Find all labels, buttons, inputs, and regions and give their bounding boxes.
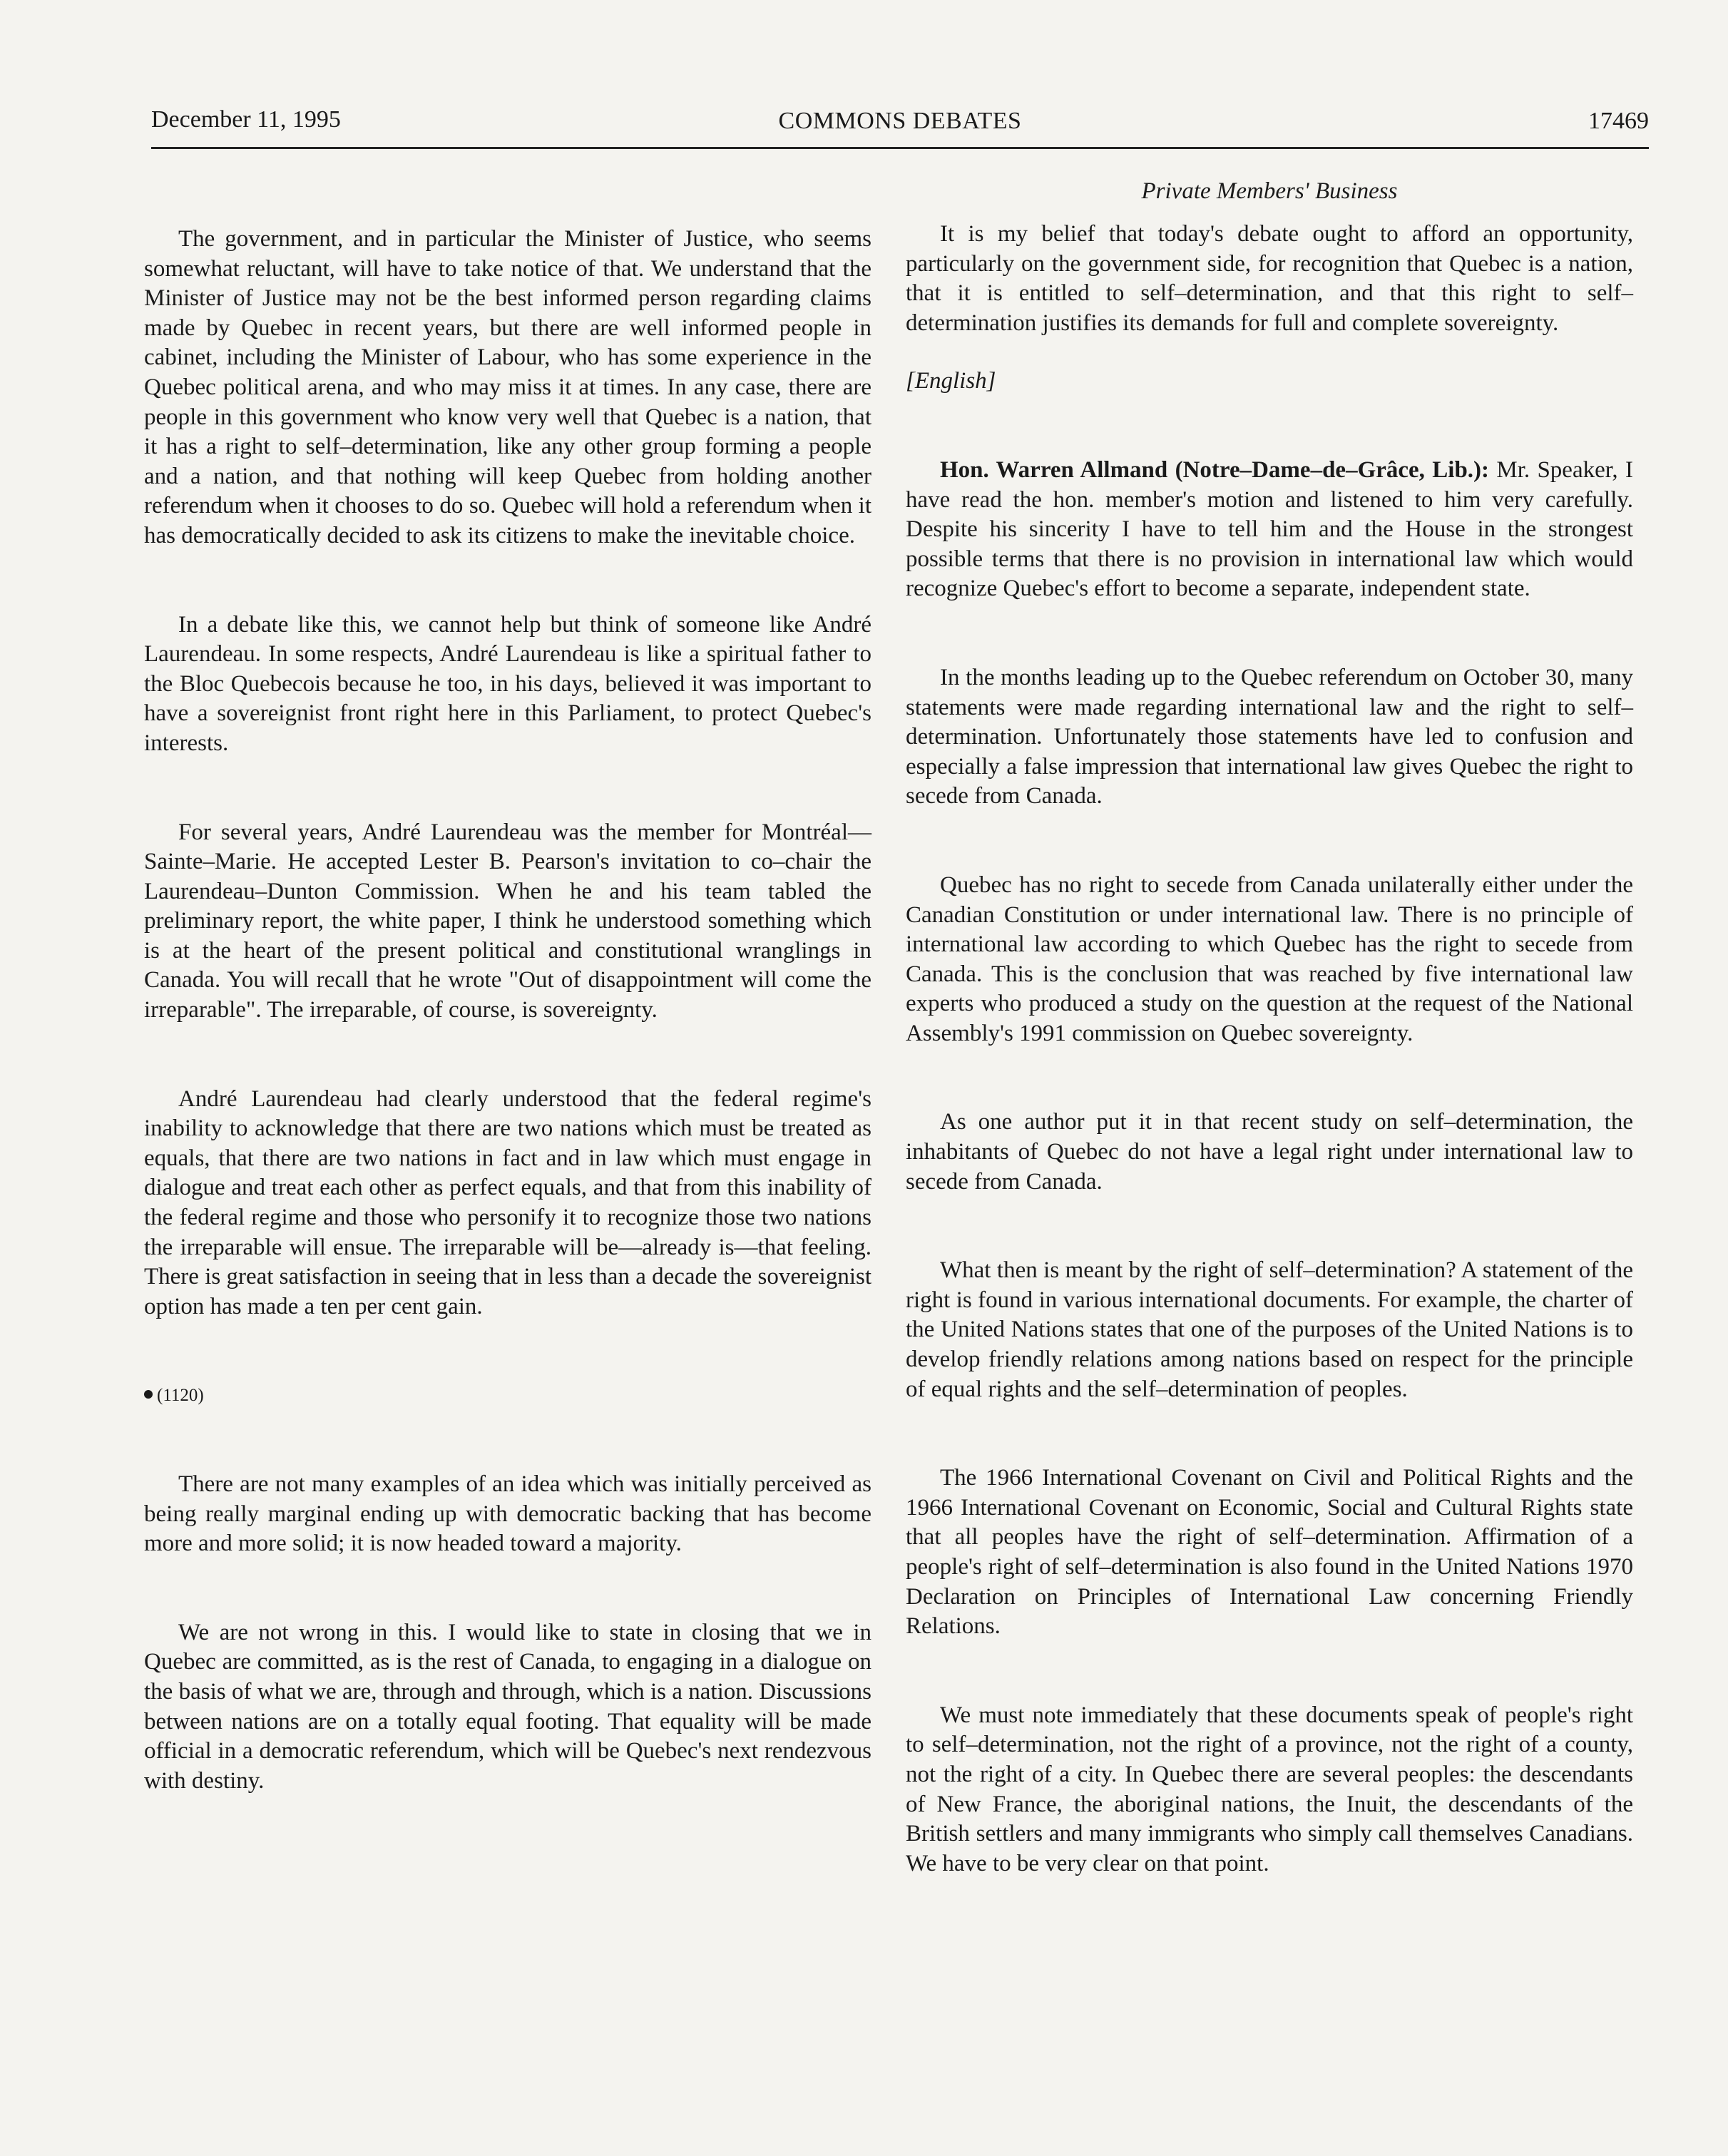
left-column bbox=[144, 225, 871, 1796]
page-header bbox=[151, 98, 1649, 141]
header-date: December 11, 1995 bbox=[151, 106, 341, 133]
header-page-number: 17469 bbox=[1588, 108, 1649, 134]
section-title: Private Members' Business bbox=[1141, 178, 1398, 204]
timestamp-marker bbox=[144, 1381, 871, 1411]
speaker-text: Mr. Speaker, I have read the hon. member's motion and listened to him very carefully. Despite his sincerity I have to tell him and the House in the strongest possible terms that there is no provision in international law which would recognize Quebec's effort to become a separate, independent state. bbox=[906, 456, 1633, 602]
speaker-name: Hon. Warren Allmand (Notre–Dame–de–Grâce, Lib.): bbox=[940, 456, 1490, 483]
right-paragraph-2 bbox=[906, 456, 1633, 604]
right-paragraph-6: What then is meant by the right of self–determination? A statement of the right is found in various international documents. For example, the charter of the United Nations states that one of the purposes of the United Nations is to develop friendly relations among nations based on respect for the principle of equal rights and the self–determination of peoples. bbox=[906, 1257, 1633, 1402]
right-paragraph-7: The 1966 International Covenant on Civil and Political Rights and the 1966 International Covenant on Economic, Social and Cultural Rights state that all peoples have the right of self–determination. Affirmation of a people's right of self–determination is also found in the United Nations 1970 Declaration on Principles of International Law concerning Friendly Relations. bbox=[906, 1465, 1633, 1640]
right-paragraph-5: As one author put it in that recent study on self–determination, the inhabitants of Quebec do not have a legal right under international law to secede from Canada. bbox=[906, 1109, 1633, 1195]
left-paragraph-6: We are not wrong in this. I would like to state in closing that we in Quebec are committed, as is the rest of Canada, to engaging in a dialogue on the basis of what we are, through and through, which is a nation. Discussions between nations are on a totally equal footing. That equality will be made official in a democratic referendum, which will be Quebec's next rendezvous with destiny. bbox=[144, 1619, 871, 1794]
header-publication: COMMONS DEBATES bbox=[778, 108, 1022, 134]
left-paragraph-4: André Laurendeau had clearly understood that the federal regime's inability to acknowledge that there are two nations which must be treated as equals, that there are two nations in fact and in law which must engage in dialogue and treat each other as perfect equals, and that from this inability of the federal regime and those who personify it to recognize those two nations the irreparable will ensue. The irreparable will be—already is—that feeling. There is great satisfaction in seeing that in less than a decade the sovereignist option has made a ten per cent gain. bbox=[144, 1085, 871, 1319]
left-paragraph-1: The government, and in particular the Minister of Justice, who seems somewhat reluctant, will have to take notice of that. We understand that the Minister of Justice may not be the best informed person regarding claims made by Quebec in recent years, but there are well informed people in cabinet, including the Minister of Labour, who has some experience in the Quebec political arena, and who may miss it at times. In any case, there are people in this government who know very well that Quebec is a nation, that it has a right to self–determination, like any other group forming a people and a nation, and that nothing will keep Quebec from holding another referendum when it chooses to do so. Quebec will hold a referendum when it has democratically decided to ask its citizens to make the inevitable choice. bbox=[144, 226, 871, 548]
timestamp-text: (1120) bbox=[157, 1386, 204, 1406]
bullet-icon bbox=[144, 1390, 153, 1399]
right-paragraph-1: It is my belief that today's debate ought to afford an opportunity, particularly on the government side, for recognition that Quebec is a nation, that it is entitled to self–determination, and that this right to self–determination justifies its demands for full and complete sovereignty. bbox=[906, 221, 1633, 336]
right-paragraph-8: We must note immediately that these documents speak of people's right to self–determination, not the right of a province, not the right of a county, not the right of a city. In Quebec there are several peoples: the descendants of New France, the aboriginal nations, the Inuit, the descendants of the British settlers and many immigrants who simply call themselves Canadians. We have to be very clear on that point. bbox=[906, 1702, 1633, 1876]
left-paragraph-3: For several years, André Laurendeau was the member for Montréal—Sainte–Marie. He accepted Lester B. Pearson's invitation to co–chair the Laurendeau–Dunton Commission. When he and his team tabled the preliminary report, the white paper, I think he understood something which is at the heart of the present political and constitutional wranglings in Canada. You will recall that he wrote "Out of disappointment will come the irreparable". The irreparable, of course, is sovereignty. bbox=[144, 819, 871, 1023]
right-paragraph-4: Quebec has no right to secede from Canada unilaterally either under the Canadian Constitution or under international law. There is no principle of international law according to which Quebec has the right to secede from Canada. This is the conclusion that was reached by five international law experts who produced a study on the question at the request of the National Assembly's 1991 commission on Quebec sovereignty. bbox=[906, 872, 1633, 1046]
right-column bbox=[906, 177, 1633, 1879]
left-paragraph-5: There are not many examples of an idea which was initially perceived as being really marginal ending up with democratic backing that has become more and more solid; it is now headed toward a majority. bbox=[144, 1471, 871, 1557]
right-paragraph-3: In the months leading up to the Quebec referendum on October 30, many statements were made regarding international law and the right to self–determination. Unfortunately those statements have led to confusion and especially a false impression that international law gives Quebec the right to secede from Canada. bbox=[906, 664, 1633, 809]
language-tag: [English] bbox=[906, 368, 996, 394]
header-rule bbox=[151, 147, 1649, 149]
left-paragraph-2: In a debate like this, we cannot help but think of someone like André Laurendeau. In some respects, André Laurendeau is like a spiritual father to the Bloc Quebecois because he too, in his days, believed it was important to have a sovereignist front right here in this Parliament, to protect Quebec's interests. bbox=[144, 611, 871, 756]
